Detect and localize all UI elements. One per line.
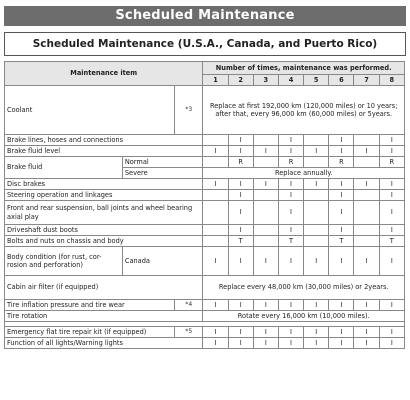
cell: I [379,190,404,201]
table-row [5,327,405,338]
cell: I [329,179,354,190]
cell: I [278,179,303,190]
cell: I [203,247,228,276]
cell [354,190,379,201]
row-label: Brake fluid [5,157,123,179]
column-header: 5 [304,75,329,86]
cell: T [329,236,354,247]
row-label: Brake fluid level [5,146,203,157]
cell: I [253,179,278,190]
cell: I [304,247,329,276]
row-label: Tire rotation [5,311,203,322]
column-header: 2 [228,75,253,86]
row-label: Cabin air filter (if equipped) [5,276,203,300]
row-label: Body condition (for rust, cor-rosion and perforation) [5,247,123,276]
cell [203,236,228,247]
cell: I [329,190,354,201]
cell: R [228,157,253,168]
cell: I [278,146,303,157]
cell [304,236,329,247]
cell: I [379,225,404,236]
cell: I [278,190,303,201]
cell: I [304,300,329,311]
footnote-marker: *4 [175,300,203,311]
table-row [5,190,405,201]
cell: I [304,179,329,190]
cell [354,157,379,168]
cell: I [304,338,329,349]
column-header: 6 [329,75,354,86]
table-row [5,311,405,322]
table-title: Scheduled Maintenance (U.S.A., Canada, and Puerto Rico) [4,32,406,56]
cell: I [278,201,303,225]
cell: I [278,225,303,236]
cell: I [329,338,354,349]
cell [253,225,278,236]
cell: I [329,201,354,225]
cell: I [228,327,253,338]
cell: I [203,300,228,311]
table-row [5,338,405,349]
table-row [5,146,405,157]
cell: I [253,327,278,338]
cell [203,201,228,225]
row-label: Steering operation and linkages [5,190,203,201]
cell [253,201,278,225]
table-row [5,276,405,300]
cell [203,225,228,236]
table-row [5,157,405,168]
row-span-text: Replace every 48,000 km (30,000 miles) or 2years. [203,276,405,300]
cell: I [354,179,379,190]
cell: I [354,247,379,276]
cell: I [228,146,253,157]
cell: I [278,135,303,146]
cell: I [379,338,404,349]
row-span-text: Rotate every 16,000 km (10,000 miles). [203,311,405,322]
row-label: Tire inflation pressure and tire wear [5,300,175,311]
cell [253,190,278,201]
column-header: 4 [278,75,303,86]
cell: I [228,190,253,201]
cell: I [379,300,404,311]
cell: I [379,201,404,225]
cell: I [379,179,404,190]
cell: I [228,247,253,276]
cell [304,190,329,201]
cell: I [253,247,278,276]
header-maintenance-item: Maintenance item [5,62,203,86]
cell: I [203,146,228,157]
cell: I [228,201,253,225]
cell [304,225,329,236]
table-row [5,135,405,146]
cell: I [203,179,228,190]
footnote-marker: *3 [175,86,203,135]
cell [253,236,278,247]
row-sublabel: Severe [122,168,203,179]
cell: I [379,146,404,157]
maintenance-table [4,61,405,349]
table-row [5,179,405,190]
cell: I [329,300,354,311]
cell [203,135,228,146]
cell: I [304,146,329,157]
table-row [5,201,405,225]
page-banner: Scheduled Maintenance [4,6,406,26]
cell: I [354,327,379,338]
cell: I [329,327,354,338]
cell: I [354,300,379,311]
cell: I [329,146,354,157]
cell: I [253,338,278,349]
row-label: Disc brakes [5,179,203,190]
cell: R [278,157,303,168]
cell: I [329,225,354,236]
header-number-of-times: Number of times, maintenance was performed. [203,62,405,75]
cell [253,157,278,168]
cell: R [379,157,404,168]
row-label: Emergency flat tire repair kit (if equipped) [5,327,175,338]
cell: I [329,247,354,276]
cell: I [278,300,303,311]
cell: I [228,135,253,146]
cell [354,236,379,247]
cell [203,157,228,168]
cell [354,225,379,236]
row-span-text: Replace annually. [203,168,405,179]
footnote-marker: *5 [175,327,203,338]
cell: I [278,327,303,338]
cell [354,201,379,225]
cell: I [203,327,228,338]
cell [203,190,228,201]
row-label: Bolts and nuts on chassis and body [5,236,203,247]
cell: I [278,338,303,349]
cell: I [379,247,404,276]
table-row [5,300,405,311]
row-label: Function of all lights/Warning lights [5,338,203,349]
cell: T [228,236,253,247]
column-header: 1 [203,75,228,86]
row-label: Coolant [5,86,175,135]
table-row [5,225,405,236]
cell: I [354,146,379,157]
cell [304,201,329,225]
cell: I [253,300,278,311]
row-sublabel: Normal [122,157,203,168]
table-row [5,86,405,135]
cell: I [304,327,329,338]
cell: I [354,338,379,349]
row-label: Front and rear suspension, ball joints and wheel bearing axial play [5,201,203,225]
table-row [5,236,405,247]
cell: I [278,247,303,276]
cell [354,135,379,146]
cell [304,135,329,146]
cell: I [203,338,228,349]
table-row [5,247,405,276]
row-sublabel: Canada [122,247,203,276]
cell: I [379,327,404,338]
cell: I [329,135,354,146]
cell: T [379,236,404,247]
cell: I [228,338,253,349]
cell: I [228,179,253,190]
cell [253,135,278,146]
row-label: Brake lines, hoses and connections [5,135,203,146]
cell [304,157,329,168]
row-span-text: Replace at first 192,000 km (120,000 miles) or 10 years; after that, every 96,000 km (60,000 miles) or 5years. [203,86,405,135]
column-header: 3 [253,75,278,86]
cell: I [379,135,404,146]
column-header: 8 [379,75,404,86]
cell: I [253,146,278,157]
row-label: Driveshaft dust boots [5,225,203,236]
cell: I [228,300,253,311]
cell: R [329,157,354,168]
cell: T [278,236,303,247]
cell: I [228,225,253,236]
column-header: 7 [354,75,379,86]
